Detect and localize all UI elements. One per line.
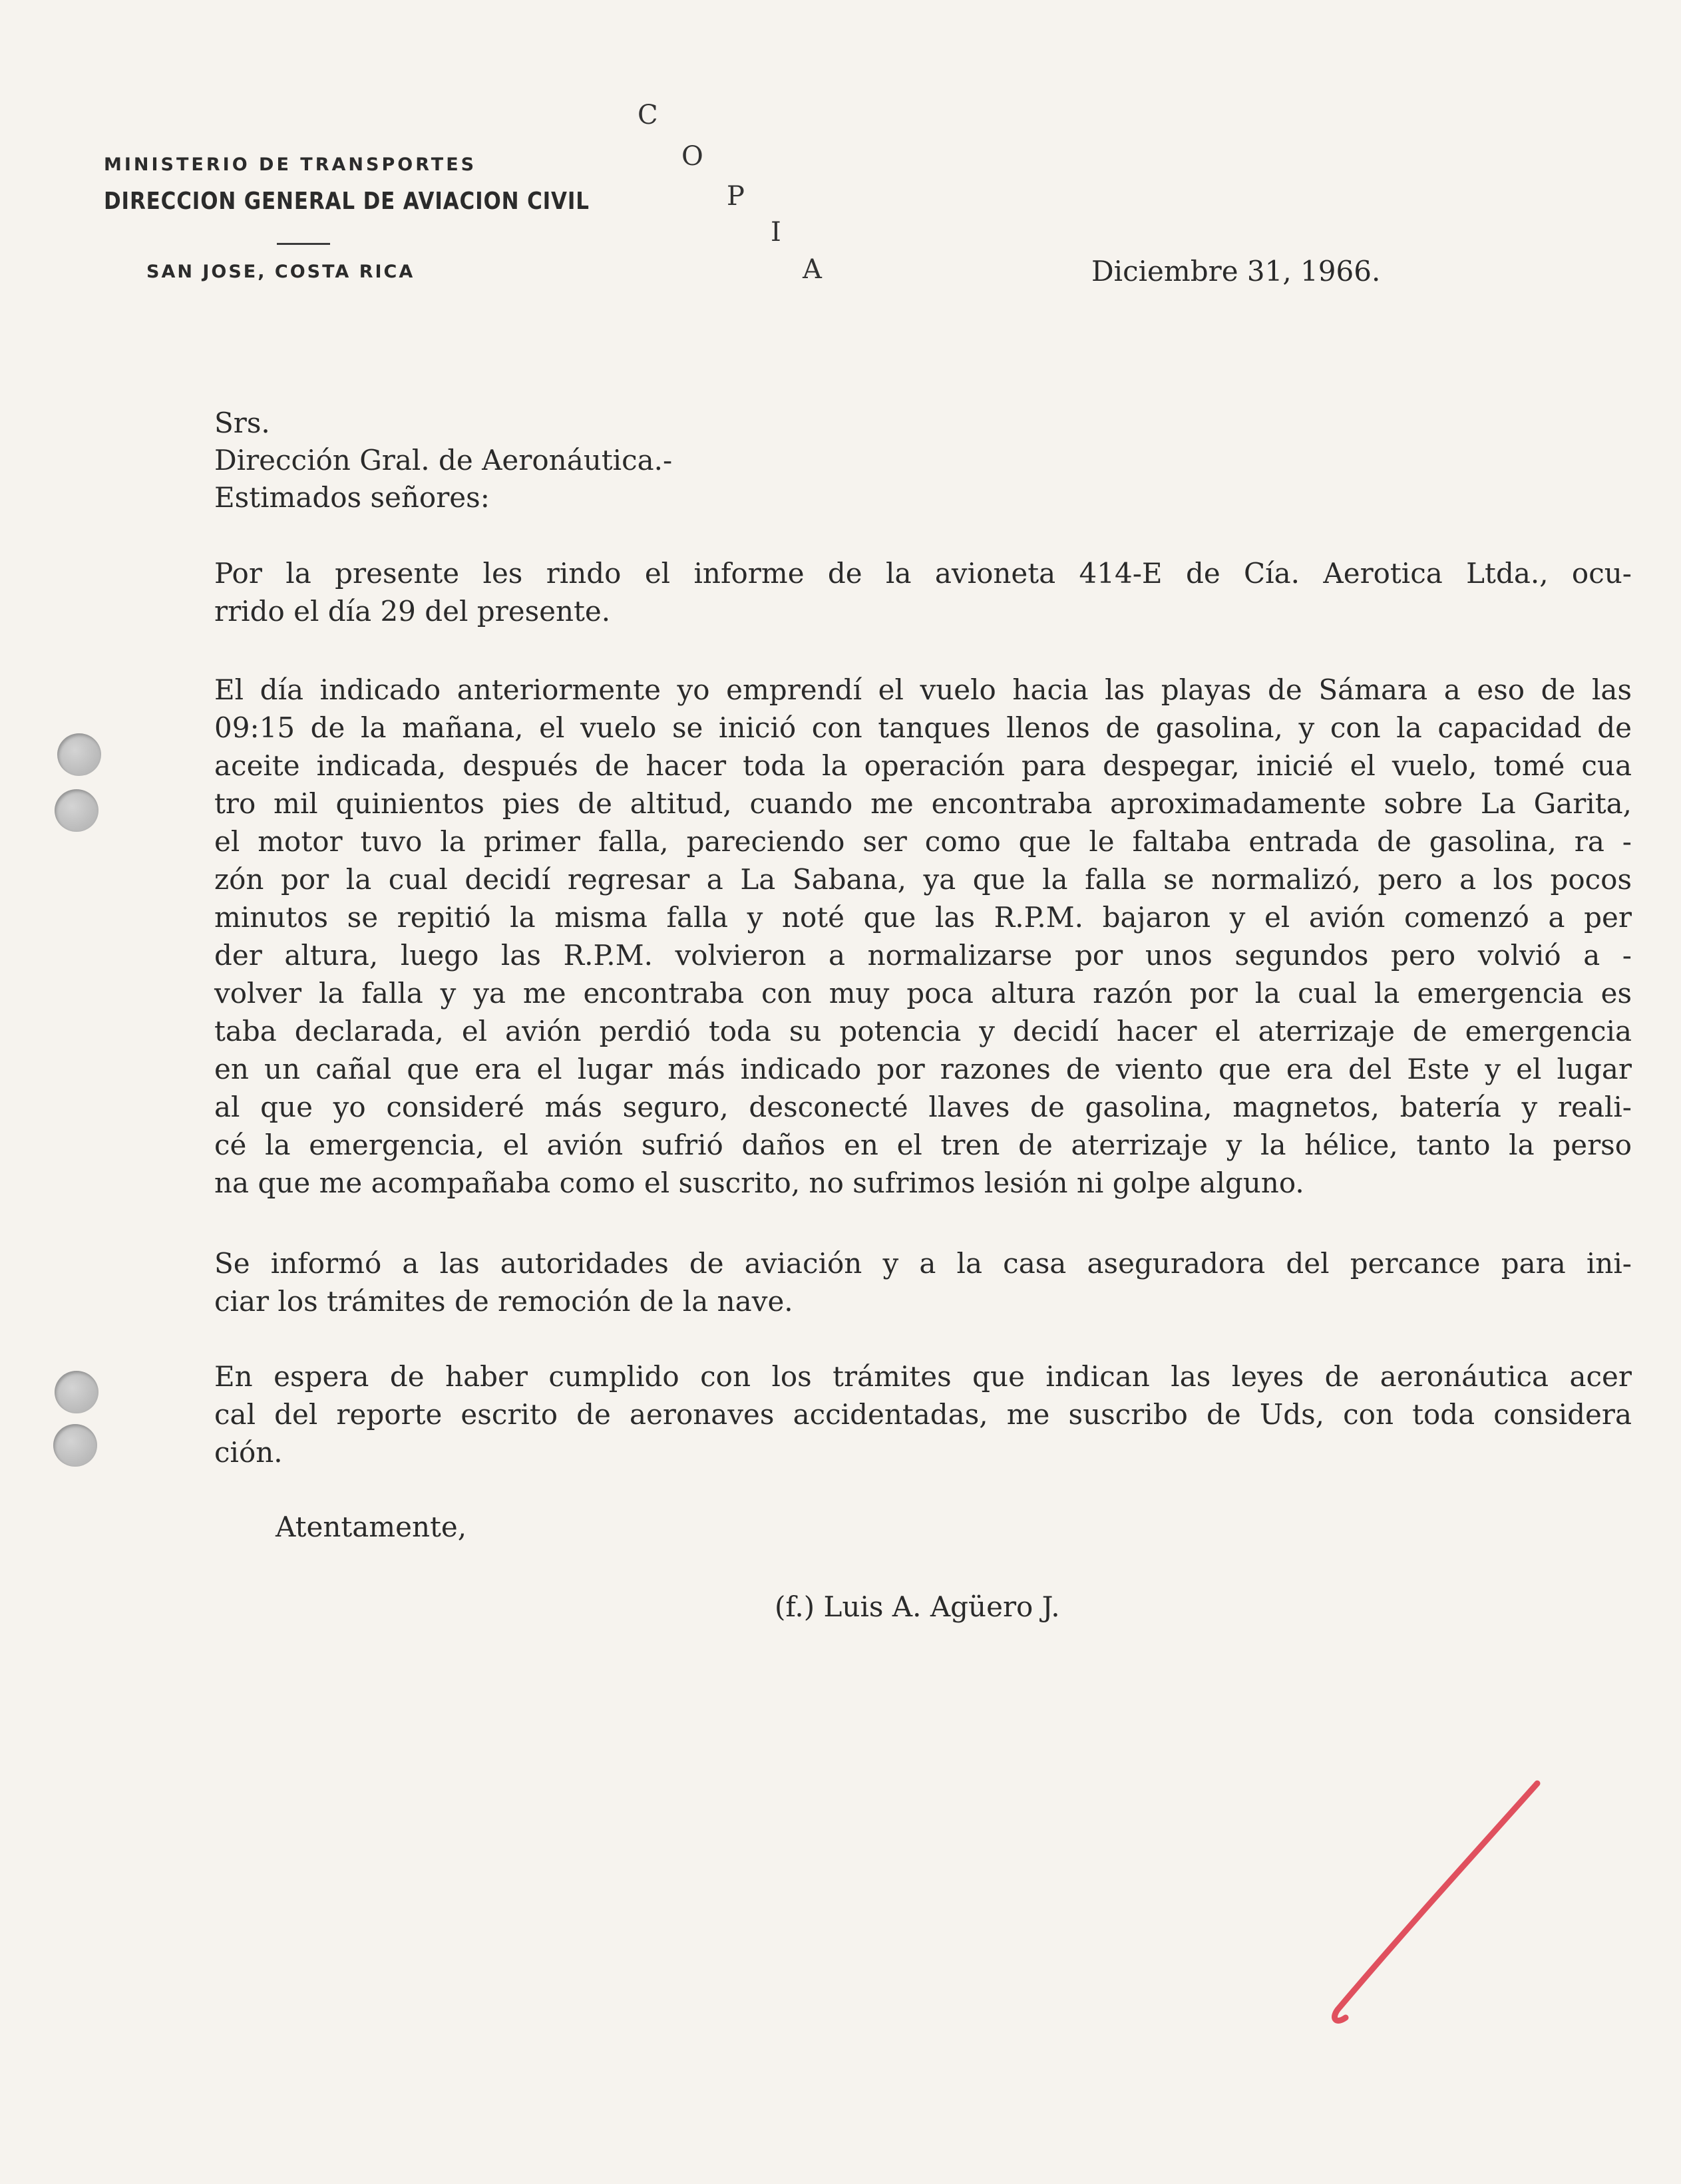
text-line: na que me acompañaba como el suscrito, no sufrimos lesión ni golpe alguno. — [214, 1167, 1304, 1199]
text-line: En espera de haber cumplido con los trámites que indican las leyes de aeronáutica acer — [214, 1360, 1632, 1393]
text-line: cal del reporte escrito de aeronaves accidentadas, me suscribo de Uds, con toda considera — [214, 1398, 1632, 1431]
binder-hole — [57, 733, 101, 776]
text-line: Se informó a las autoridades de aviación y a la casa aseguradora del percance para ini- — [214, 1247, 1632, 1280]
copia-letter: I — [771, 217, 781, 248]
text-line: ción. — [214, 1436, 283, 1469]
binder-hole — [53, 1424, 97, 1467]
text-line: cé la emergencia, el avión sufrió daños en el tren de aterrizaje y la hélice, tanto la perso — [214, 1129, 1632, 1161]
recipient-title: Srs. — [214, 407, 270, 439]
text-line: tro mil quinientos pies de altitud, cuando me encontraba aproximadamente sobre La Garita, — [214, 787, 1632, 820]
text-line: zón por la cual decidí regresar a La Sabana, ya que la falla se normalizó, pero a los pocos — [214, 863, 1632, 896]
red-pencil-mark — [1318, 1770, 1557, 2036]
text-line: der altura, luego las R.P.M. volvieron a normalizarse por unos segundos pero volvió a - — [214, 939, 1632, 972]
text-line: 09:15 de la mañana, el vuelo se inició con tanques llenos de gasolina, y con la capacidad de — [214, 711, 1632, 744]
text-line: en un cañal que era el lugar más indicado por razones de viento que era del Este y el lugar — [214, 1053, 1632, 1085]
binder-hole — [55, 1371, 98, 1413]
copia-letter: C — [638, 100, 658, 130]
text-line: aceite indicada, después de hacer toda la operación para despegar, inicié el vuelo, tomé cua — [214, 749, 1632, 782]
text-line: volver la falla y ya me encontraba con muy poca altura razón por la cual la emergencia es — [214, 977, 1632, 1009]
binder-hole — [55, 789, 98, 832]
letterhead-ministry: MINISTERIO DE TRANSPORTES — [104, 154, 477, 175]
copia-letter: P — [727, 181, 745, 212]
text-line: ciar los trámites de remoción de la nave. — [214, 1285, 793, 1318]
body-paragraph-2 — [214, 671, 1632, 1202]
copia-letter: A — [803, 254, 822, 285]
letterhead-divider — [277, 243, 330, 245]
text-line: el motor tuvo la primer falla, pareciendo ser como que le faltaba entrada de gasolina, ra - — [214, 825, 1632, 858]
text-line: El día indicado anteriormente yo emprendí el vuelo hacia las playas de Sámara a eso de las — [214, 673, 1632, 706]
text-line: Por la presente les rindo el informe de la avioneta 414-E de Cía. Aerotica Ltda., ocu- — [214, 557, 1632, 590]
letterhead-department: DIRECCION GENERAL DE AVIACION CIVIL — [104, 188, 590, 215]
letter-date: Diciembre 31, 1966. — [1091, 255, 1381, 287]
body-paragraph-4 — [214, 1358, 1632, 1471]
text-line: rrido el día 29 del presente. — [214, 595, 611, 628]
salutation: Estimados señores: — [214, 481, 490, 514]
closing-phrase: Atentamente, — [276, 1511, 467, 1543]
body-paragraph-3 — [214, 1244, 1632, 1320]
recipient-name: Dirección Gral. de Aeronáutica.- — [214, 444, 673, 476]
body-paragraph-1 — [214, 554, 1632, 630]
letterhead-location: SAN JOSE, COSTA RICA — [146, 262, 415, 282]
copia-letter: O — [681, 141, 703, 172]
signature-line: (f.) Luis A. Agüero J. — [775, 1590, 1060, 1623]
text-line: al que yo consideré más seguro, desconecté llaves de gasolina, magnetos, batería y reali- — [214, 1091, 1632, 1123]
text-line: taba declarada, el avión perdió toda su potencia y decidí hacer el aterrizaje de emergencia — [214, 1015, 1632, 1047]
text-line: minutos se repitió la misma falla y noté que las R.P.M. bajaron y el avión comenzó a per — [214, 901, 1632, 934]
